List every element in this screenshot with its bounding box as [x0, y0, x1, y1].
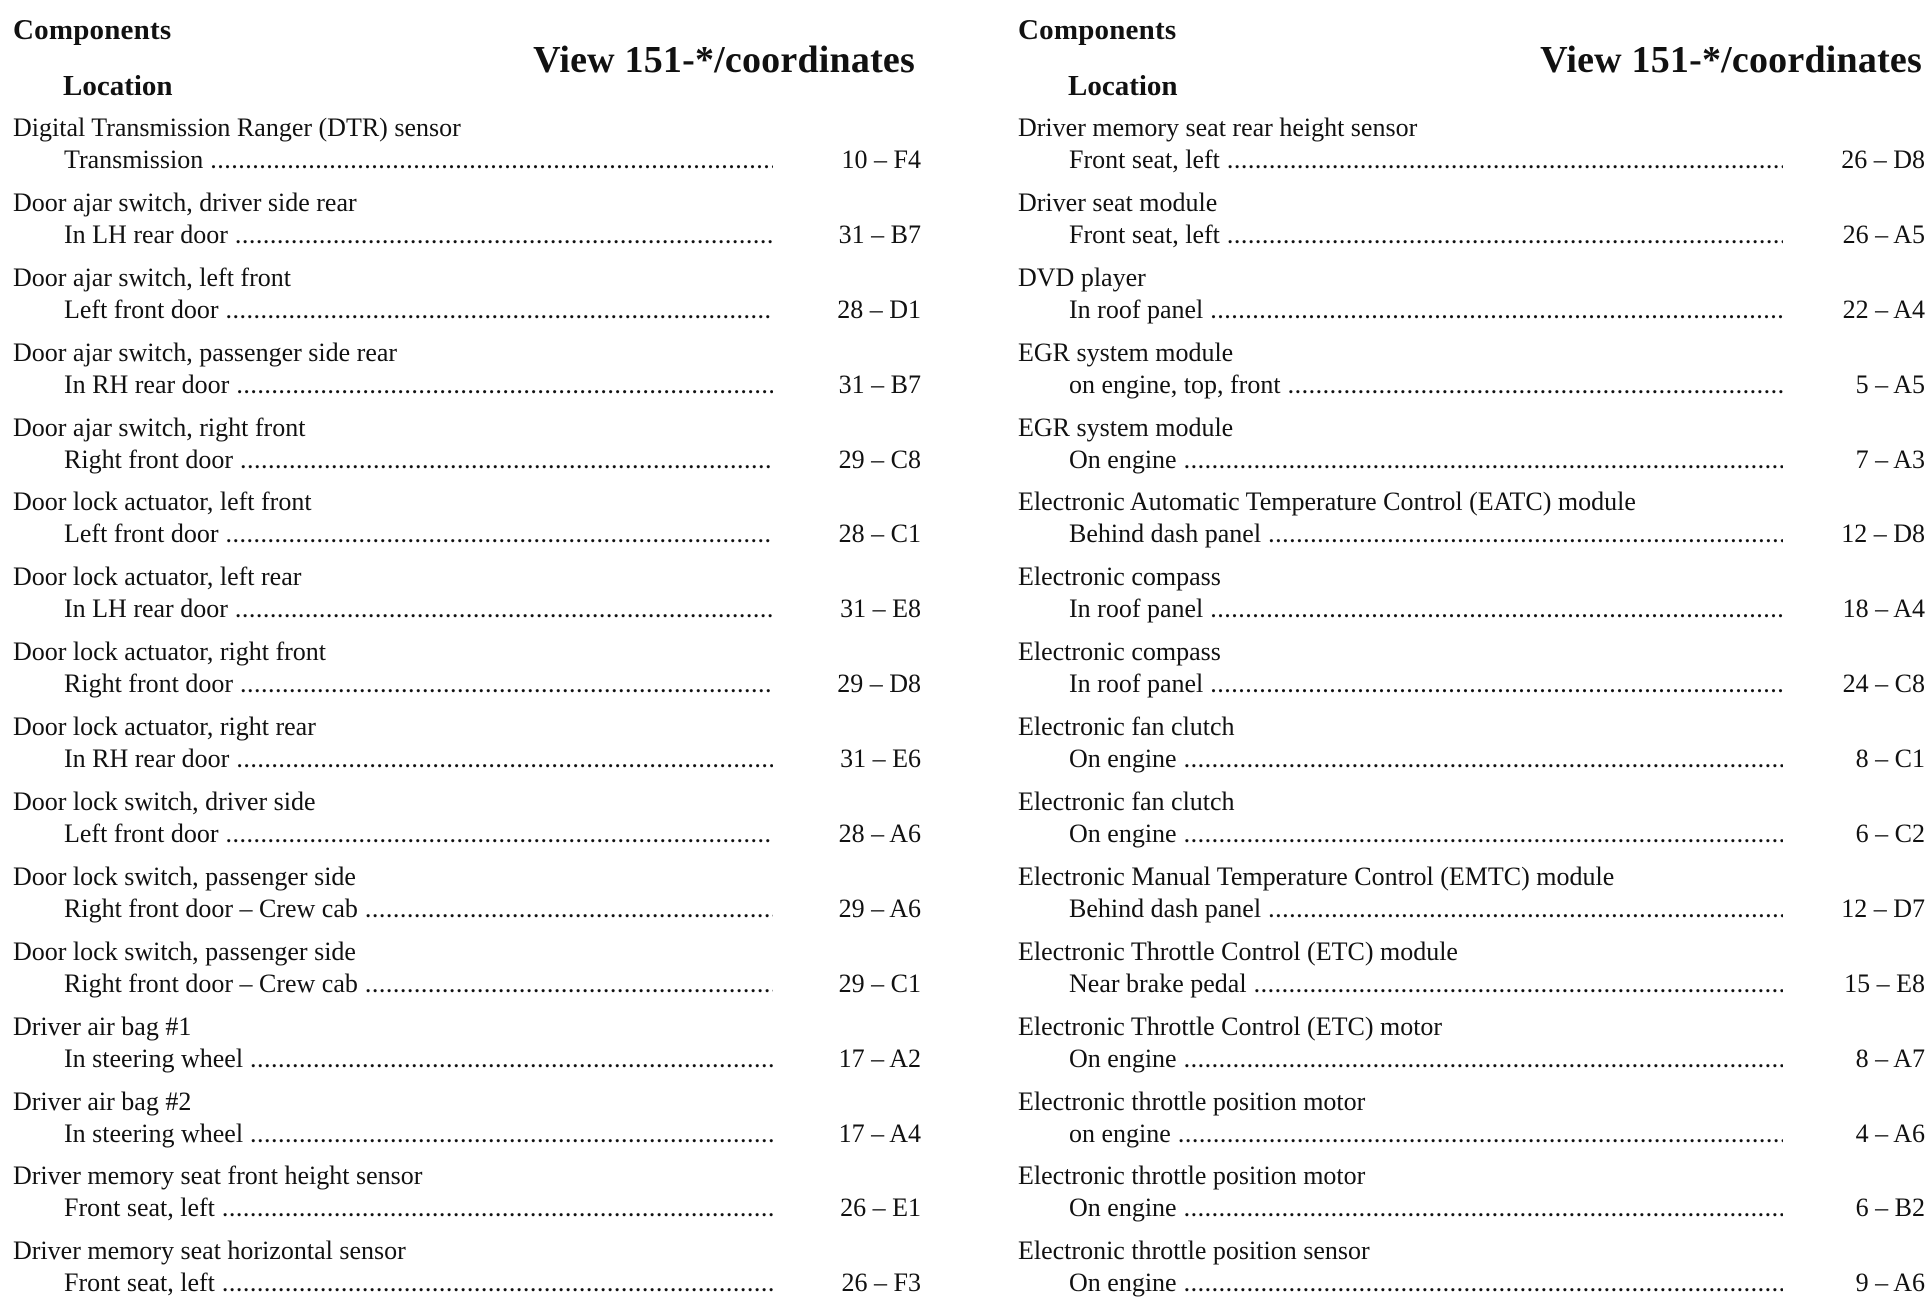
- view-coordinates-heading: View 151-*/coordinates: [533, 39, 915, 81]
- component-location: Near brake pedal .....: [1069, 967, 1783, 1001]
- component-name: Driver memory seat rear height sensor: [1018, 113, 1418, 142]
- view-coordinate: 18 – A4: [1842, 594, 1925, 624]
- component-location: Right front door .....: [64, 443, 773, 477]
- component-list: [1018, 113, 1925, 1311]
- component-location: Right front door – Crew cab .....: [64, 967, 773, 1001]
- component-entry: [1018, 1236, 1925, 1311]
- component-entry: [1018, 1011, 1925, 1087]
- component-location: Right front door .....: [64, 667, 773, 701]
- component-location: On engine .....: [1069, 443, 1783, 477]
- component-name: Door ajar switch, left front: [13, 262, 291, 292]
- component-location: In roof panel .....: [1069, 667, 1783, 701]
- component-location: Left front door .....: [64, 817, 773, 851]
- component-name: EGR system module: [1018, 337, 1234, 367]
- component-name: Door lock actuator, right front: [13, 637, 327, 667]
- component-location: on engine .....: [1069, 1117, 1783, 1151]
- component-entry: [1018, 861, 1925, 937]
- view-coordinate: 31 – B7: [838, 219, 921, 249]
- component-entry: [1018, 1161, 1925, 1236]
- location-heading: Location: [1068, 70, 1178, 102]
- view-coordinate: 6 – B2: [1855, 1193, 1925, 1223]
- component-location: In roof panel .....: [1069, 293, 1783, 327]
- component-entry: [13, 187, 921, 263]
- component-name: Door lock actuator, right rear: [13, 712, 316, 742]
- component-name: Electronic compass: [1018, 562, 1221, 592]
- component-name: Electronic fan clutch: [1018, 712, 1235, 742]
- component-name: Digital Transmission Ranger (DTR) sensor: [13, 113, 461, 142]
- component-name: Electronic Throttle Control (ETC) motor: [1018, 1011, 1443, 1041]
- view-coordinate: 24 – C8: [1842, 669, 1925, 699]
- component-entry: [1018, 637, 1925, 712]
- component-name: Electronic Manual Temperature Control (EMTC) module: [1018, 861, 1615, 891]
- right-column: [1018, 0, 1925, 1312]
- location-heading: Location: [63, 70, 173, 102]
- component-location: Transmission .....: [64, 143, 773, 177]
- component-entry: [1018, 1086, 1925, 1162]
- component-entry: [1018, 562, 1925, 637]
- component-location: Left front door .....: [64, 293, 773, 327]
- component-entry: [13, 637, 921, 712]
- component-name: Driver memory seat front height sensor: [13, 1161, 423, 1191]
- component-entry: [1018, 337, 1925, 413]
- component-entry: [1018, 113, 1925, 188]
- component-location: In steering wheel .....: [64, 1117, 773, 1151]
- component-location: Behind dash panel .....: [1069, 517, 1783, 551]
- component-location: Right front door – Crew cab .....: [64, 892, 773, 926]
- view-coordinate: 28 – A6: [838, 819, 921, 849]
- component-location: On engine .....: [1069, 742, 1783, 776]
- view-coordinate: 6 – C2: [1855, 819, 1925, 849]
- component-name: Driver seat module: [1018, 187, 1218, 217]
- component-location: In roof panel .....: [1069, 592, 1783, 626]
- component-name: Electronic throttle position sensor: [1018, 1236, 1370, 1266]
- component-name: Driver air bag #2: [13, 1086, 192, 1116]
- component-name: DVD player: [1018, 262, 1146, 292]
- component-entry: [1018, 487, 1925, 562]
- view-coordinate: 26 – A5: [1842, 219, 1925, 249]
- component-name: Electronic fan clutch: [1018, 787, 1235, 817]
- component-entry: [13, 337, 921, 413]
- component-entry: [13, 113, 921, 188]
- component-entry: [1018, 262, 1925, 338]
- component-name: Electronic Automatic Temperature Control (EATC) module: [1018, 487, 1636, 517]
- component-location: In LH rear door .....: [64, 218, 773, 252]
- component-entry: [1018, 412, 1925, 488]
- component-name: Electronic throttle position motor: [1018, 1161, 1366, 1191]
- view-coordinate: 31 – E8: [840, 594, 921, 624]
- component-entry: [13, 936, 921, 1012]
- view-coordinate: 22 – A4: [1842, 294, 1925, 324]
- component-name: Driver air bag #1: [13, 1011, 192, 1041]
- components-heading: Components: [13, 14, 172, 46]
- component-name: EGR system module: [1018, 412, 1234, 442]
- component-location: In RH rear door .....: [64, 742, 773, 776]
- component-entry: [13, 712, 921, 787]
- component-entry: [13, 1086, 921, 1162]
- component-name: Electronic Throttle Control (ETC) module: [1018, 936, 1458, 966]
- view-coordinate: 29 – C8: [838, 444, 921, 474]
- view-coordinate: 29 – A6: [838, 893, 921, 923]
- left-column: [13, 0, 921, 1312]
- component-location: Front seat, left .....: [64, 1266, 773, 1300]
- component-location: Front seat, left .....: [1069, 143, 1783, 177]
- component-entry: [1018, 712, 1925, 787]
- component-location: on engine, top, front .....: [1069, 368, 1783, 402]
- view-coordinate: 29 – C1: [838, 968, 921, 998]
- view-coordinate: 17 – A4: [838, 1118, 921, 1148]
- component-entry: [1018, 936, 1925, 1012]
- view-coordinate: 12 – D8: [1841, 519, 1925, 549]
- component-name: Door lock switch, driver side: [13, 787, 316, 817]
- view-coordinate: 7 – A3: [1855, 444, 1925, 474]
- component-location: Front seat, left .....: [1069, 218, 1783, 252]
- view-coordinate: 17 – A2: [838, 1043, 921, 1073]
- view-coordinate: 5 – A5: [1855, 369, 1925, 399]
- component-location: On engine .....: [1069, 1191, 1783, 1225]
- component-entry: [13, 787, 921, 862]
- component-entry: [13, 262, 921, 338]
- component-entry: [1018, 187, 1925, 263]
- component-entry: [13, 412, 921, 488]
- component-name: Electronic compass: [1018, 637, 1221, 667]
- component-name: Door ajar switch, right front: [13, 412, 306, 442]
- view-coordinate: 8 – C1: [1855, 744, 1925, 774]
- component-location: Front seat, left .....: [64, 1191, 773, 1225]
- view-coordinate: 26 – F3: [841, 1268, 921, 1298]
- component-entry: [13, 1236, 921, 1311]
- view-coordinate: 15 – E8: [1844, 968, 1925, 998]
- component-location: In RH rear door .....: [64, 368, 773, 402]
- component-name: Door lock switch, passenger side: [13, 861, 356, 891]
- view-coordinate: 28 – C1: [838, 519, 921, 549]
- component-location: On engine .....: [1069, 1266, 1783, 1300]
- component-location: On engine .....: [1069, 817, 1783, 851]
- view-coordinate: 31 – E6: [840, 744, 921, 774]
- view-coordinates-heading: View 151-*/coordinates: [1540, 39, 1922, 81]
- view-coordinate: 28 – D1: [837, 294, 921, 324]
- view-coordinate: 31 – B7: [838, 369, 921, 399]
- component-location: In steering wheel .....: [64, 1042, 773, 1076]
- component-entry: [13, 1161, 921, 1236]
- view-coordinate: 29 – D8: [837, 669, 921, 699]
- component-name: Door lock switch, passenger side: [13, 936, 356, 966]
- view-coordinate: 9 – A6: [1855, 1268, 1925, 1298]
- component-name: Driver memory seat horizontal sensor: [13, 1236, 406, 1266]
- components-heading: Components: [1018, 14, 1177, 46]
- component-name: Door ajar switch, passenger side rear: [13, 337, 398, 367]
- component-name: Electronic throttle position motor: [1018, 1086, 1366, 1116]
- component-location: Left front door .....: [64, 517, 773, 551]
- component-entry: [1018, 787, 1925, 862]
- component-entry: [13, 562, 921, 637]
- component-entry: [13, 861, 921, 937]
- component-entry: [13, 1011, 921, 1087]
- component-location: In LH rear door .....: [64, 592, 773, 626]
- view-coordinate: 8 – A7: [1855, 1043, 1925, 1073]
- component-name: Door lock actuator, left front: [13, 487, 312, 517]
- component-list: [13, 113, 921, 1311]
- view-coordinate: 26 – E1: [840, 1193, 921, 1223]
- component-location: On engine .....: [1069, 1042, 1783, 1076]
- view-coordinate: 4 – A6: [1855, 1118, 1925, 1148]
- view-coordinate: 26 – D8: [1841, 145, 1925, 174]
- component-location: Behind dash panel .....: [1069, 892, 1783, 926]
- component-name: Door lock actuator, left rear: [13, 562, 302, 592]
- view-coordinate: 12 – D7: [1841, 893, 1925, 923]
- component-name: Door ajar switch, driver side rear: [13, 187, 357, 217]
- view-coordinate: 10 – F4: [841, 145, 921, 174]
- component-entry: [13, 487, 921, 562]
